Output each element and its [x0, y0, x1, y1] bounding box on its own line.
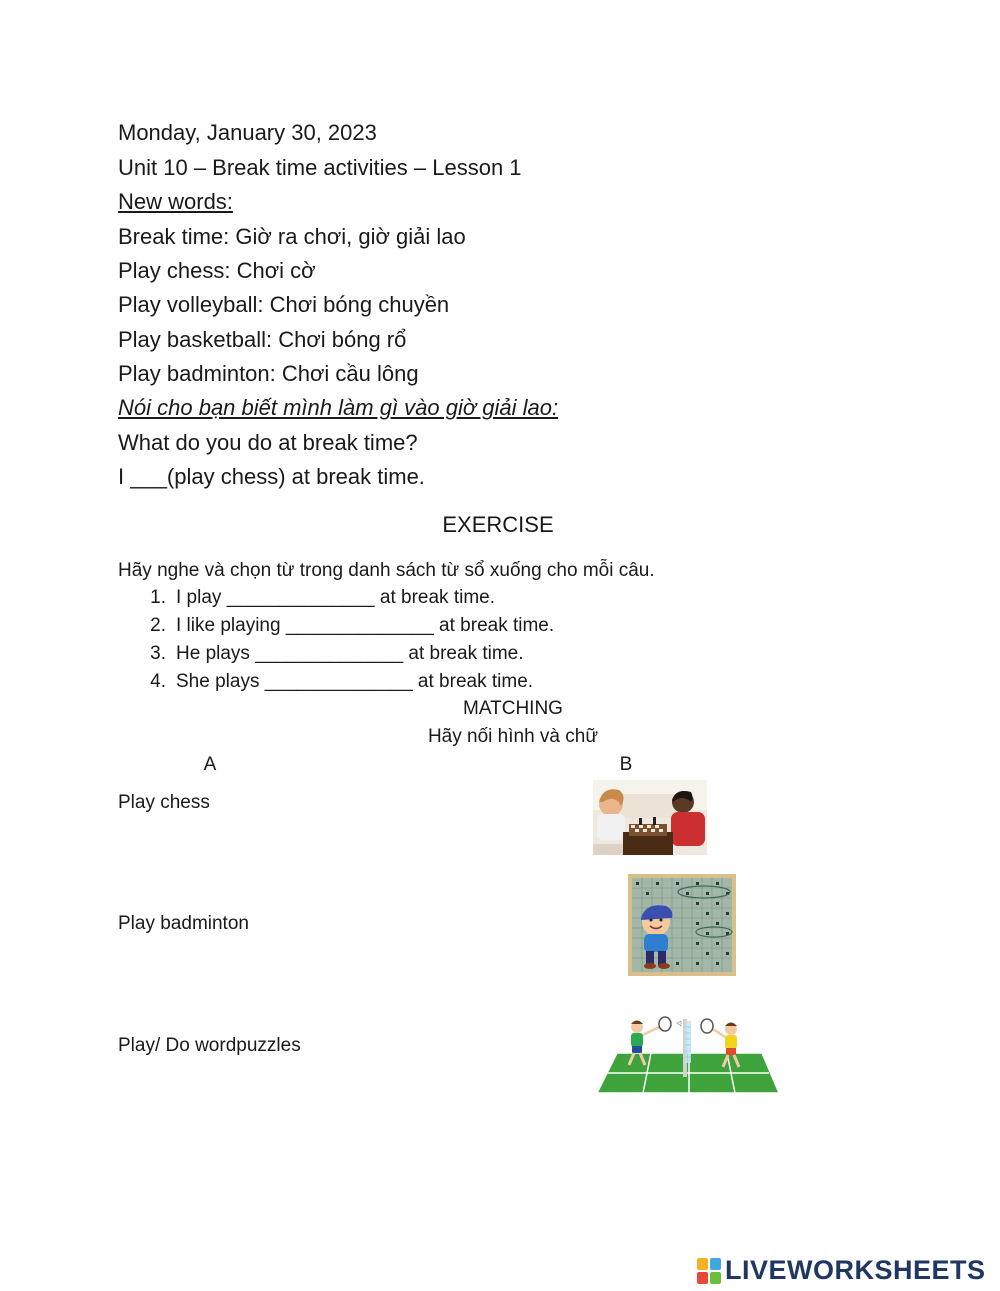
exercise-item-number: 2.	[150, 615, 166, 636]
exercise-item-number: 4.	[150, 671, 166, 692]
match-item-play-chess[interactable]: Play chess	[118, 792, 210, 813]
badminton-illustration	[597, 1015, 779, 1095]
speaking-heading: Nói cho bạn biết mình làm gì vào giờ giải lao:	[118, 395, 559, 420]
column-a-label: A	[203, 754, 217, 775]
exercise-item-3	[136, 644, 524, 663]
match-item-play-badminton[interactable]: Play badminton	[118, 913, 249, 934]
wordpuzzle-illustration	[628, 874, 736, 976]
exercise-item-1	[136, 588, 495, 607]
exercise-title: EXERCISE	[442, 512, 554, 537]
exercise-item-2	[136, 616, 554, 635]
chess-picture[interactable]	[593, 780, 707, 855]
exercise-item-text: I like playing ______________ at break time.	[176, 615, 555, 636]
exercise-item-number: 3.	[150, 643, 166, 664]
date-line: Monday, January 30, 2023	[118, 120, 377, 145]
new-words-heading: New words:	[118, 189, 233, 214]
exercise-item-text: He plays ______________ at break time.	[176, 643, 524, 664]
vocab-break-time: Break time: Giờ ra chơi, giờ giải lao	[118, 224, 466, 249]
badminton-picture[interactable]	[597, 1015, 779, 1095]
liveworksheets-logo[interactable]	[697, 1255, 986, 1286]
exercise-item-4	[136, 672, 533, 691]
vocab-play-chess: Play chess: Chơi cờ	[118, 258, 316, 283]
wordpuzzle-picture[interactable]	[628, 874, 736, 976]
chess-illustration	[593, 780, 707, 855]
logo-text: LIVEWORKSHEETS	[725, 1255, 986, 1285]
unit-title: Unit 10 – Break time activities – Lesson 1	[118, 155, 522, 180]
speaking-question: What do you do at break time?	[118, 430, 418, 455]
exercise-item-text: I play ______________ at break time.	[176, 587, 496, 608]
vocab-play-badminton: Play badminton: Chơi cầu lông	[118, 361, 419, 386]
exercise-item-text: She plays ______________ at break time.	[176, 671, 534, 692]
vocab-play-basketball: Play basketball: Chơi bóng rổ	[118, 327, 407, 352]
speaking-answer: I ___(play chess) at break time.	[118, 464, 425, 489]
exercise-item-number: 1.	[150, 587, 166, 608]
column-b-label: B	[619, 754, 633, 775]
exercise-instruction: Hãy nghe và chọn từ trong danh sách từ sổ xuống cho mỗi câu.	[118, 560, 655, 581]
matching-instruction: Hãy nối hình và chữ	[427, 726, 599, 747]
matching-title: MATCHING	[463, 698, 563, 719]
match-item-wordpuzzles[interactable]: Play/ Do wordpuzzles	[118, 1035, 301, 1056]
logo-mark-icon	[697, 1258, 721, 1284]
vocab-play-volleyball: Play volleyball: Chơi bóng chuyền	[118, 292, 450, 317]
